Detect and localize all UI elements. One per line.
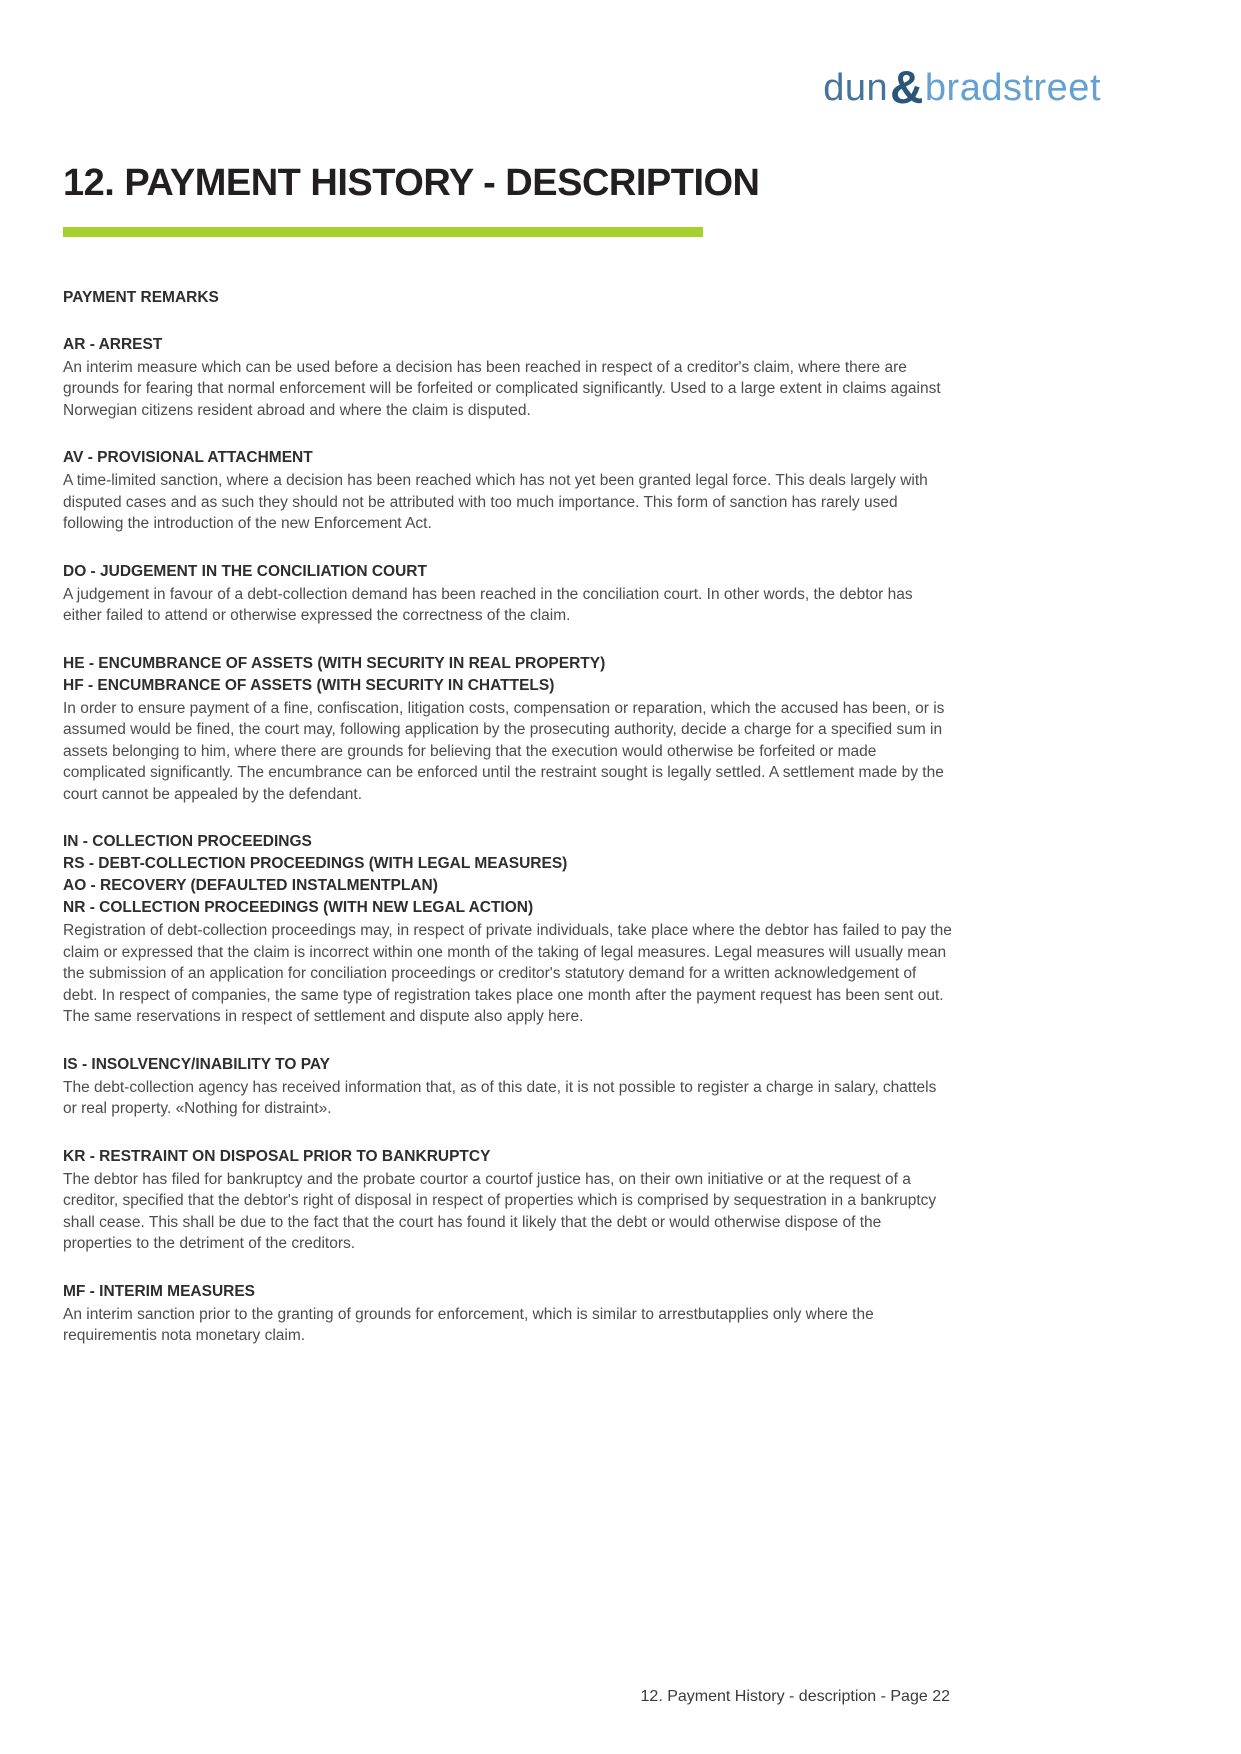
section-body-is: The debt-collection agency has received information that, as of this date, it is not possible to register a charge in salary, chattels or real property. «Nothing for distraint». xyxy=(63,1078,937,1118)
title-block xyxy=(0,0,1241,237)
section-heading-is: IS - INSOLVENCY/INABILITY TO PAY xyxy=(63,1055,330,1073)
payment-remarks-heading: PAYMENT REMARKS xyxy=(63,288,219,306)
section-heading-av: AV - PROVISIONAL ATTACHMENT xyxy=(63,449,313,467)
logo-text-bradstreet: bradstreet xyxy=(924,67,1101,109)
section-ar xyxy=(63,334,953,422)
sections-container xyxy=(63,334,953,1347)
section-he-hf xyxy=(63,653,953,806)
section-heading-in-rs-ao-nr: RS - DEBT-COLLECTION PROCEEDINGS (WITH LEGAL MEASURES) xyxy=(63,855,568,873)
section-do xyxy=(63,561,953,627)
dun-and-bradstreet-logo xyxy=(823,61,1101,113)
section-mf xyxy=(63,1281,953,1347)
section-heading-ar: AR - ARREST xyxy=(63,335,163,353)
section-heading-mf: MF - INTERIM MEASURES xyxy=(63,1282,256,1300)
section-is xyxy=(63,1054,953,1120)
section-body-ar: An interim measure which can be used before a decision has been reached in respect of a creditor's claim, where there are grounds for fearing that normal enforcement will be forfeited or complicated significantly. Used to a large extent in claims against Norwegian citizens resident abroad and where the claim is disputed. xyxy=(63,358,941,419)
section-heading-do: DO - JUDGEMENT IN THE CONCILIATION COURT xyxy=(63,562,427,580)
section-heading-in-rs-ao-nr: AO - RECOVERY (DEFAULTED INSTALMENTPLAN) xyxy=(63,877,438,895)
section-in-rs-ao-nr xyxy=(63,831,953,1028)
page-title: 12. PAYMENT HISTORY - DESCRIPTION xyxy=(63,162,760,204)
section-heading-he-hf: HE - ENCUMBRANCE OF ASSETS (WITH SECURITY IN REAL PROPERTY) xyxy=(63,654,606,672)
section-heading-in-rs-ao-nr: IN - COLLECTION PROCEEDINGS xyxy=(63,833,312,851)
section-heading-he-hf: HF - ENCUMBRANCE OF ASSETS (WITH SECURITY IN CHATTELS) xyxy=(63,676,555,694)
section-body-he-hf: In order to ensure payment of a fine, confiscation, litigation costs, compensation or reparation, which the accused has been, or is assumed would be fined, the court may, following application by the prosecuting authority, decide a charge for a specified sum in assets belonging to him, where there are grounds for believing that the execution would otherwise be forfeited or made complicated significantly. The encumbrance can be enforced until the restraint sought is legally settled. A settlement made by the court cannot be appealed by the defendant. xyxy=(63,699,945,803)
section-kr xyxy=(63,1146,953,1255)
section-body-in-rs-ao-nr: Registration of debt-collection proceedings may, in respect of private individuals, take place where the debtor has failed to pay the claim or expressed that the claim is incorrect within one month of the taking of legal measures. Legal measures will usually mean the submission of an application for conciliation proceedings or creditor's statutory demand for a written acknowledgement of debt. In respect of companies, the same type of registration takes place one month after the payment request has been sent out. The same reservations in respect of settlement and dispute also apply here. xyxy=(63,922,952,1026)
section-body-kr: The debtor has filed for bankruptcy and the probate courtor a courtof justice has, on their own initiative or at the request of a creditor, specified that the debtor's right of disposal in respect of properties which is comprised by sequestration in a bankruptcy shall cease. This shall be due to the fact that the court has found it likely that the debt or would otherwise dispose of the properties to the detriment of the creditors. xyxy=(63,1170,937,1253)
logo-text-dun: dun xyxy=(823,67,889,109)
section-body-do: A judgement in favour of a debt-collection demand has been reached in the conciliation court. In other words, the debtor has either failed to attend or otherwise expressed the correctness of the claim. xyxy=(63,585,913,625)
section-heading-kr: KR - RESTRAINT ON DISPOSAL PRIOR TO BANKRUPTCY xyxy=(63,1147,491,1165)
title-underline-rule xyxy=(63,227,703,237)
section-heading-in-rs-ao-nr: NR - COLLECTION PROCEEDINGS (WITH NEW LEGAL ACTION) xyxy=(63,899,534,917)
section-av xyxy=(63,447,953,535)
content-area xyxy=(63,287,953,1347)
logo-ampersand-icon: & xyxy=(890,61,924,113)
section-body-av: A time-limited sanction, where a decision has been reached which has not yet been granted legal force. This deals largely with disputed cases and as such they should not be attributed with too much importance. This form of sanction has rarely used following the introduction of the new Enforcement Act. xyxy=(63,472,928,533)
section-body-mf: An interim sanction prior to the granting of grounds for enforcement, which is similar to arrestbutapplies only where the requirementis nota monetary claim. xyxy=(63,1305,874,1345)
page-footer: 12. Payment History - description - Page 22 xyxy=(640,1688,950,1705)
